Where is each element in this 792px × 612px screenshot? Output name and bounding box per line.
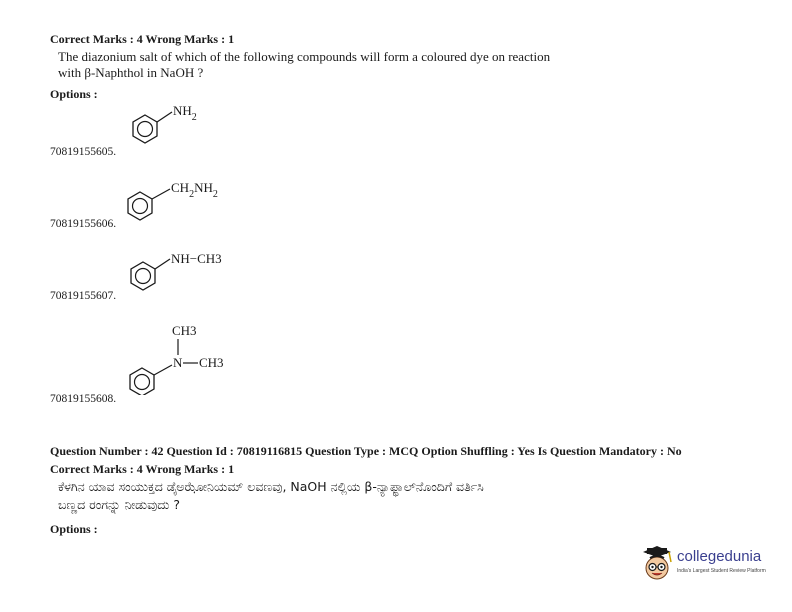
- bond: [157, 112, 172, 122]
- benzene-ring: [130, 368, 154, 395]
- aromatic-circle: [133, 199, 148, 214]
- bond: [155, 259, 170, 269]
- option-id-3: 70819155607.: [50, 290, 117, 302]
- option-id-4: 70819155608.: [50, 393, 117, 405]
- structure-aniline: [120, 100, 230, 160]
- options-label-2: Options :: [50, 522, 98, 536]
- aromatic-circle: [138, 122, 153, 137]
- group-ch3-top: CH3: [172, 323, 197, 338]
- benzene-ring: [128, 192, 152, 220]
- kannada-line-1: ಕೆಳಗಿನ ಯಾವ ಸಂಯುಕ್ತದ ಡೈಅಝೋನಿಯಮ್ ಲವಣವು, NaOH ನಲ್ಲಿಯ β-ನ್ಯಾಫ್ಥಾಲ್‌ನೊಂದಿಗೆ ವರ್ತಿಸಿ: [58, 479, 484, 494]
- structure-n-methylaniline: [120, 245, 250, 300]
- collegedunia-logo: [641, 544, 771, 584]
- question-meta: Question Number : 42 Question Id : 70819116815 Question Type : MCQ Option Shuffling : Yes Is Question Mandatory : No: [50, 444, 682, 458]
- correct-wrong-marks-2: Correct Marks : 4 Wrong Marks : 1: [50, 462, 235, 476]
- benzene-ring: [133, 115, 157, 143]
- group-ch2nh2: $CH_2NH_2$: [171, 180, 218, 200]
- options-label: Options :: [50, 87, 98, 101]
- mascot-icon: [641, 544, 675, 584]
- group-nh-ch3: NH−CH3: [171, 251, 222, 266]
- structure-benzylamine: [120, 175, 250, 230]
- option-id-2: 70819155606.: [50, 218, 117, 230]
- group-ch3-right: CH3: [199, 355, 224, 370]
- aromatic-circle: [135, 375, 150, 390]
- bond: [154, 365, 172, 375]
- kannada-line-2: ಬಣ್ಣದ ರಂಗನ್ನು ನೀಡುವುದು ?: [58, 497, 180, 512]
- question-text-kannada: [58, 478, 698, 514]
- structure-n-n-dimethylaniline: [120, 320, 250, 395]
- correct-wrong-marks: Correct Marks : 4 Wrong Marks : 1: [50, 32, 235, 46]
- nitrogen-atom: N: [173, 355, 183, 370]
- aromatic-circle: [136, 269, 151, 284]
- benzene-ring: [131, 262, 155, 290]
- group-nh2: $NH_2$: [173, 103, 197, 123]
- logo-name: collegedunia: [677, 548, 762, 565]
- bond: [152, 189, 170, 199]
- question-text-line-1: The diazonium salt of which of the following compounds will form a coloured dye on reaction: [58, 49, 551, 64]
- question-text: [58, 49, 658, 81]
- logo-tagline: India's Largest Student Review Platform: [677, 568, 766, 574]
- question-text-line-2: with β-Naphthol in NaOH ?: [58, 65, 204, 80]
- option-id-1: 70819155605.: [50, 146, 117, 158]
